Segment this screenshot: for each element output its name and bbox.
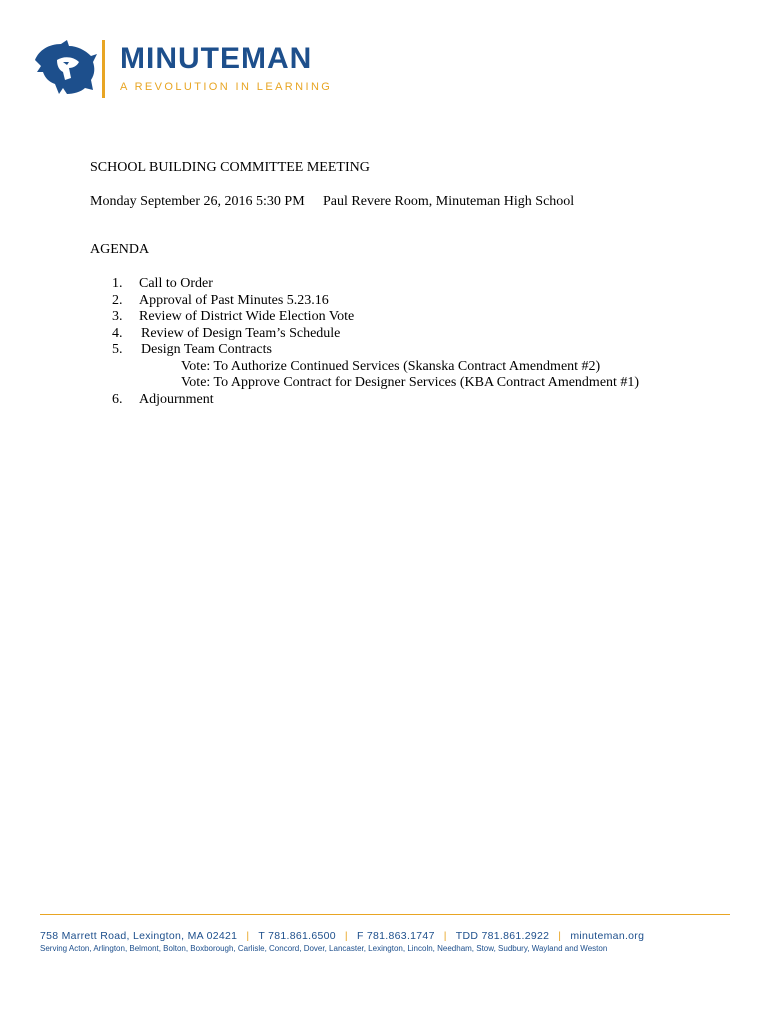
agenda-item-number: 5.	[112, 342, 123, 357]
agenda-item-text: Call to Order	[139, 276, 213, 291]
meeting-date-time: Monday September 26, 2016 5:30 PM	[90, 194, 305, 209]
agenda-subitem-text: Vote: To Approve Contract for Designer Services (KBA Contract Amendment #1)	[181, 375, 640, 390]
footer-separator: |	[558, 930, 562, 942]
agenda-list	[90, 275, 690, 407]
agenda-item-text: Adjournment	[139, 391, 214, 407]
agenda-item-number: 4.	[112, 325, 123, 341]
footer-tdd: TDD 781.861.2922	[455, 930, 550, 942]
agenda-subitem	[90, 374, 690, 391]
agenda-item-number: 3.	[112, 309, 123, 324]
agenda-item-number: 6.	[112, 391, 123, 407]
agenda-item	[90, 341, 690, 358]
agenda-item-text: Design Team Contracts	[141, 342, 272, 357]
agenda-item-number: 2.	[112, 292, 123, 308]
footer-phone: T 781.861.6500	[258, 930, 336, 942]
meeting-location: Paul Revere Room, Minuteman High School	[323, 194, 575, 209]
agenda-item	[90, 325, 690, 342]
footer-fax: F 781.863.1747	[356, 930, 435, 942]
minuteman-logo	[33, 38, 343, 100]
footer-rule	[40, 914, 730, 915]
agenda-subitem-text: Vote: To Authorize Continued Services (Skanska Contract Amendment #2)	[181, 358, 601, 374]
agenda-item-text: Review of Design Team’s Schedule	[141, 325, 341, 341]
footer-separator: |	[443, 930, 447, 942]
agenda-item-number: 1.	[112, 276, 123, 291]
minuteman-head-icon	[33, 38, 99, 96]
footer-website[interactable]: minuteman.org	[570, 930, 645, 942]
agenda-item-text: Review of District Wide Election Vote	[139, 309, 355, 324]
agenda-item	[90, 391, 690, 408]
footer-separator: |	[246, 930, 250, 942]
logo-tagline: A REVOLUTION IN LEARNING	[120, 81, 333, 93]
footer-address: 758 Marrett Road, Lexington, MA 02421	[40, 930, 238, 942]
agenda-item	[90, 292, 690, 309]
meeting-title: SCHOOL BUILDING COMMITTEE MEETING	[90, 160, 370, 175]
footer-serving-towns: Serving Acton, Arlington, Belmont, Bolton, Boxborough, Carlisle, Concord, Dover, Lancaster, Lexington, Lincoln, Needham, Stow, Sudbury, Wayland and Weston	[40, 944, 608, 953]
logo-name: MINUTEMAN	[120, 42, 313, 75]
agenda-subitem	[90, 358, 690, 375]
footer-separator: |	[344, 930, 348, 942]
agenda-item-text: Approval of Past Minutes 5.23.16	[139, 292, 329, 308]
agenda-item	[90, 275, 690, 292]
footer	[40, 914, 730, 953]
logo-divider	[102, 40, 105, 98]
agenda-heading: AGENDA	[90, 242, 150, 257]
footer-contact-line	[40, 930, 730, 942]
agenda-item	[90, 308, 690, 325]
